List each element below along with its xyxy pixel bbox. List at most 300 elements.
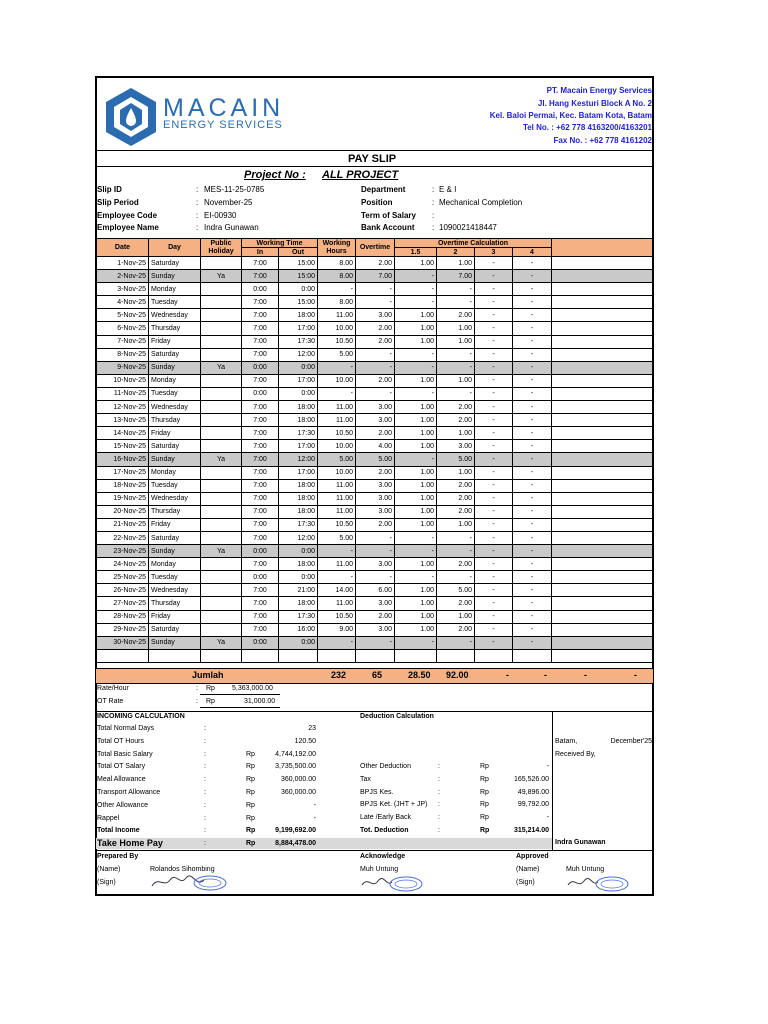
cell-hol [201,492,242,505]
cell-o1: 1.00 [395,505,437,518]
total-deduction-value: 315,214.00 [513,827,549,834]
cell-o1: 1.00 [395,623,437,636]
cell-out: 18:00 [279,479,318,492]
cell-o3: - [475,623,513,636]
ot-rate-label: OT Rate [97,698,124,705]
cell-out: 17:00 [279,440,318,453]
income-value: 23 [308,725,316,732]
table-row [97,348,653,361]
cell-day: Tuesday [149,571,201,584]
income-value: 360,000.00 [280,789,316,796]
bank-value: 1090021418447 [439,223,497,232]
cell-day: Monday [149,283,201,296]
cell-hol: Ya [201,453,242,466]
cell-ot: - [356,283,395,296]
logo-main-text: MACAIN [163,94,285,122]
employee-name-label: Employee Name [97,223,159,232]
cell-date: 12-Nov-25 [97,401,149,414]
cell-empty [97,649,149,662]
cell-day: Friday [149,427,201,440]
cell-ot: 4.00 [356,440,395,453]
colon: : [438,763,440,770]
cell-wh: 8.00 [318,270,356,283]
totals-ot6: - [634,670,637,680]
department-value: E & I [439,185,457,194]
colon: : [438,788,440,796]
approved-sign-label: (Sign) [516,879,535,886]
col-day: Day [149,239,201,257]
cell-o4: - [513,296,552,309]
cell-date: 14-Nov-25 [97,427,149,440]
cell-hol [201,427,242,440]
cell-o4: - [513,558,552,571]
table-row [97,466,653,479]
cell-blank [552,453,653,466]
cell-day: Monday [149,466,201,479]
cell-o2: 1.00 [437,335,475,348]
cell-wh: 11.00 [318,558,356,571]
cell-wh: 8.00 [318,257,356,270]
income-label: Meal Allowance [97,776,146,784]
cell-o4: - [513,270,552,283]
cell-out: 0:00 [279,571,318,584]
thp-label: Take Home Pay [97,838,163,848]
cell-in: 7:00 [242,427,279,440]
cell-date: 7-Nov-25 [97,335,149,348]
col-blank [552,239,653,257]
cell-ot: 3.00 [356,558,395,571]
income-label: Rappel [97,814,120,822]
cell-day: Saturday [149,348,201,361]
cell-wh: - [318,571,356,584]
cell-o1: 1.00 [395,427,437,440]
cell-o1: - [395,453,437,466]
cell-o4: - [513,623,552,636]
cell-o1: 1.00 [395,414,437,427]
deduction-label: BPJS Kes. [360,788,394,796]
cell-blank [552,584,653,597]
cell-ot: 3.00 [356,597,395,610]
cell-day: Tuesday [149,296,201,309]
col-ot1: 1.5 [395,248,437,257]
acknowledge-signature [360,873,430,893]
cell-date: 9-Nov-25 [97,361,149,374]
cell-blank [552,466,653,479]
cell-empty [149,649,201,662]
col-ot3: 3 [475,248,513,257]
cell-in: 7:00 [242,505,279,518]
cell-day: Saturday [149,257,201,270]
cell-o2: 2.00 [437,505,475,518]
table-row [97,597,653,610]
cell-hol [201,518,242,531]
cell-day: Monday [149,374,201,387]
deduction-currency: Rp [480,801,489,809]
cell-o4: - [513,518,552,531]
cell-o2: 2.00 [437,623,475,636]
totals-ot2: 92.00 [446,670,469,680]
receipt-place: Batam, [555,738,578,745]
slip-period-label: Slip Period [97,198,139,207]
colon: : [196,223,199,232]
colon: : [432,211,435,220]
cell-o4: - [513,322,552,335]
project-value: ALL PROJECT [322,169,399,181]
deduction-label: Tax [360,775,371,783]
approved-signature [566,873,636,893]
table-row [97,283,653,296]
cell-o3: - [475,584,513,597]
prepared-by-label: Prepared By [97,853,139,860]
cell-o2: 2.00 [437,492,475,505]
cell-in: 7:00 [242,296,279,309]
cell-o2: 2.00 [437,414,475,427]
cell-day: Monday [149,558,201,571]
cell-o4: - [513,374,552,387]
cell-o1: 1.00 [395,401,437,414]
cell-date: 18-Nov-25 [97,479,149,492]
cell-blank [552,387,653,400]
cell-o1: 1.00 [395,322,437,335]
cell-empty [513,649,552,662]
cell-blank [552,270,653,283]
cell-in: 7:00 [242,257,279,270]
cell-ot: 2.00 [356,335,395,348]
cell-hol [201,571,242,584]
attendance-table [96,238,653,663]
cell-empty [279,649,318,662]
cell-out: 12:00 [279,348,318,361]
cell-o2: 1.00 [437,610,475,623]
cell-date: 20-Nov-25 [97,505,149,518]
cell-o4: - [513,636,552,649]
cell-o2: - [437,636,475,649]
cell-date: 27-Nov-25 [97,597,149,610]
cell-date: 3-Nov-25 [97,283,149,296]
cell-o1: - [395,361,437,374]
total-income-currency: Rp [246,827,256,834]
cell-out: 17:00 [279,466,318,479]
cell-wh: 10.50 [318,427,356,440]
col-public-holiday: Public Holiday [201,239,242,257]
cell-blank [552,322,653,335]
cell-o2: - [437,387,475,400]
cell-hol [201,257,242,270]
deduction-value: 49,896.00 [517,788,549,796]
cell-out: 18:00 [279,309,318,322]
income-title: INCOMING CALCULATION [97,713,185,720]
cell-day: Sunday [149,545,201,558]
cell-blank [552,571,653,584]
income-label: Total OT Hours [97,737,144,745]
cell-hol [201,466,242,479]
income-value: - [313,814,316,822]
cell-blank [552,440,653,453]
cell-o3: - [475,361,513,374]
colon: : [438,801,440,809]
cell-o4: - [513,492,552,505]
cell-o3: - [475,348,513,361]
cell-out: 17:00 [279,374,318,387]
cell-o1: 1.00 [395,309,437,322]
cell-in: 0:00 [242,283,279,296]
totals-working-hours: 232 [331,670,347,680]
table-row [97,427,653,440]
colon: : [432,185,435,194]
cell-o2: 1.00 [437,322,475,335]
total-deduction-label: Tot. Deduction [360,827,409,834]
cell-day: Wednesday [149,309,201,322]
cell-wh: - [318,387,356,400]
cell-blank [552,283,653,296]
col-date: Date [97,239,149,257]
colon: : [204,801,206,809]
cell-out: 18:00 [279,558,318,571]
cell-ot: - [356,531,395,544]
cell-day: Thursday [149,505,201,518]
cell-o2: 1.00 [437,427,475,440]
cell-date: 21-Nov-25 [97,518,149,531]
cell-date: 5-Nov-25 [97,309,149,322]
cell-hol [201,558,242,571]
received-by-label: Received By, [555,751,596,758]
cell-ot: 2.00 [356,374,395,387]
cell-date: 26-Nov-25 [97,584,149,597]
cell-wh: 10.50 [318,335,356,348]
cell-ot: 5.00 [356,453,395,466]
cell-blank [552,414,653,427]
cell-hol [201,374,242,387]
colon: : [196,685,198,692]
table-row [97,558,653,571]
slip-id-value: MES-11-25-0785 [204,185,265,194]
page-title: PAY SLIP [348,153,397,165]
cell-date: 28-Nov-25 [97,610,149,623]
table-row [97,296,653,309]
cell-o4: - [513,466,552,479]
cell-hol [201,296,242,309]
table-row [97,387,653,400]
cell-date: 19-Nov-25 [97,492,149,505]
table-row [97,531,653,544]
cell-ot: 3.00 [356,309,395,322]
table-row [97,453,653,466]
cell-ot: 3.00 [356,505,395,518]
income-value: 120.50 [294,737,316,745]
slip-id-label: Slip ID [97,185,122,194]
cell-wh: 5.00 [318,453,356,466]
totals-ot3: - [506,670,509,680]
cell-in: 0:00 [242,636,279,649]
cell-out: 0:00 [279,283,318,296]
cell-o2: - [437,531,475,544]
table-row [97,401,653,414]
approved-label: Approved [516,853,549,860]
cell-ot: 2.00 [356,610,395,623]
totals-label: Jumlah [192,670,224,680]
cell-hol [201,387,242,400]
cell-date: 22-Nov-25 [97,531,149,544]
cell-o3: - [475,518,513,531]
cell-ot: 2.00 [356,518,395,531]
cell-date: 11-Nov-25 [97,387,149,400]
deduction-label: Late /Early Back [360,814,411,822]
employee-name-value: Indra Gunawan [204,223,259,232]
cell-blank [552,492,653,505]
cell-o3: - [475,387,513,400]
income-currency: Rp [246,814,255,822]
logo-sub-text: ENERGY SERVICES [163,119,283,131]
cell-date: 17-Nov-25 [97,466,149,479]
cell-o3: - [475,531,513,544]
cell-day: Wednesday [149,492,201,505]
table-row [97,374,653,387]
cell-date: 24-Nov-25 [97,558,149,571]
cell-wh: - [318,361,356,374]
deduction-title: Deduction Calculation [360,713,434,720]
colon: : [204,750,206,758]
cell-out: 18:00 [279,597,318,610]
cell-blank [552,427,653,440]
cell-o3: - [475,401,513,414]
cell-blank [552,348,653,361]
cell-in: 7:00 [242,401,279,414]
deduction-currency: Rp [480,788,489,796]
income-label: Transport Allowance [97,789,161,796]
total-income-label: Total Income [97,827,140,834]
cell-wh: 10.50 [318,518,356,531]
cell-o3: - [475,283,513,296]
income-currency: Rp [246,750,255,758]
cell-o2: 7.00 [437,270,475,283]
cell-o4: - [513,479,552,492]
cell-in: 7:00 [242,309,279,322]
cell-o4: - [513,348,552,361]
company-address1: Jl. Hang Kesturi Block A No. 2 [537,99,652,108]
cell-out: 15:00 [279,270,318,283]
col-ot-calc: Overtime Calculation [395,239,552,248]
table-row [97,584,653,597]
cell-hol [201,531,242,544]
cell-blank [552,401,653,414]
cell-o2: 1.00 [437,518,475,531]
cell-day: Thursday [149,414,201,427]
cell-out: 16:00 [279,623,318,636]
col-working-time: Working Time [242,239,318,248]
cell-date: 2-Nov-25 [97,270,149,283]
cell-date: 16-Nov-25 [97,453,149,466]
colon: : [204,814,206,822]
company-tel: Tel No. : +62 778 4163200/4163201 [522,123,652,132]
cell-in: 7:00 [242,623,279,636]
cell-o4: - [513,414,552,427]
cell-wh: 10.00 [318,466,356,479]
cell-date: 25-Nov-25 [97,571,149,584]
deduction-label: Other Deduction [360,763,411,770]
cell-hol [201,623,242,636]
cell-o1: - [395,387,437,400]
cell-o1: 1.00 [395,440,437,453]
department-label: Department [361,185,406,194]
cell-blank [552,505,653,518]
cell-o3: - [475,453,513,466]
cell-ot: - [356,387,395,400]
deduction-currency: Rp [480,814,489,822]
cell-hol [201,335,242,348]
cell-o1: - [395,348,437,361]
income-currency: Rp [246,776,255,784]
totals-ot5: - [584,670,587,680]
cell-o1: - [395,270,437,283]
income-label: Other Allowance [97,801,148,809]
colon: : [438,827,440,834]
cell-hol [201,401,242,414]
cell-o1: - [395,283,437,296]
cell-day: Tuesday [149,387,201,400]
col-out: Out [279,248,318,257]
acknowledge-name: Muh Untung [360,866,399,873]
total-deduction-currency: Rp [480,827,490,834]
cell-o1: 1.00 [395,584,437,597]
cell-hol [201,584,242,597]
cell-o2: 2.00 [437,558,475,571]
cell-out: 17:30 [279,427,318,440]
cell-hol: Ya [201,270,242,283]
cell-blank [552,597,653,610]
cell-o3: - [475,414,513,427]
col-overtime: Overtime [356,239,395,257]
cell-o3: - [475,322,513,335]
cell-wh: 11.00 [318,597,356,610]
table-row [97,309,653,322]
cell-blank [552,623,653,636]
cell-o2: - [437,571,475,584]
total-income-value: 9,199,692.00 [275,827,316,834]
cell-o1: - [395,531,437,544]
cell-o3: - [475,427,513,440]
cell-day: Friday [149,335,201,348]
cell-date: 13-Nov-25 [97,414,149,427]
cell-o3: - [475,571,513,584]
cell-ot: 2.00 [356,322,395,335]
cell-day: Sunday [149,361,201,374]
cell-hol: Ya [201,545,242,558]
cell-wh: 8.00 [318,296,356,309]
cell-o1: 1.00 [395,492,437,505]
colon: : [204,776,206,784]
cell-o4: - [513,597,552,610]
cell-in: 0:00 [242,387,279,400]
table-row-empty [97,649,653,662]
colon: : [196,198,199,207]
cell-empty [437,649,475,662]
cell-wh: - [318,636,356,649]
cell-o1: 1.00 [395,479,437,492]
cell-wh: 10.00 [318,440,356,453]
cell-blank [552,335,653,348]
approved-name-label: (Name) [516,866,540,873]
cell-hol [201,283,242,296]
cell-blank [552,545,653,558]
cell-in: 7:00 [242,531,279,544]
cell-wh: 11.00 [318,479,356,492]
cell-day: Thursday [149,322,201,335]
cell-o1: - [395,545,437,558]
cell-day: Tuesday [149,479,201,492]
cell-ot: 3.00 [356,623,395,636]
cell-empty [475,649,513,662]
deduction-value: 165,526.00 [513,775,549,783]
